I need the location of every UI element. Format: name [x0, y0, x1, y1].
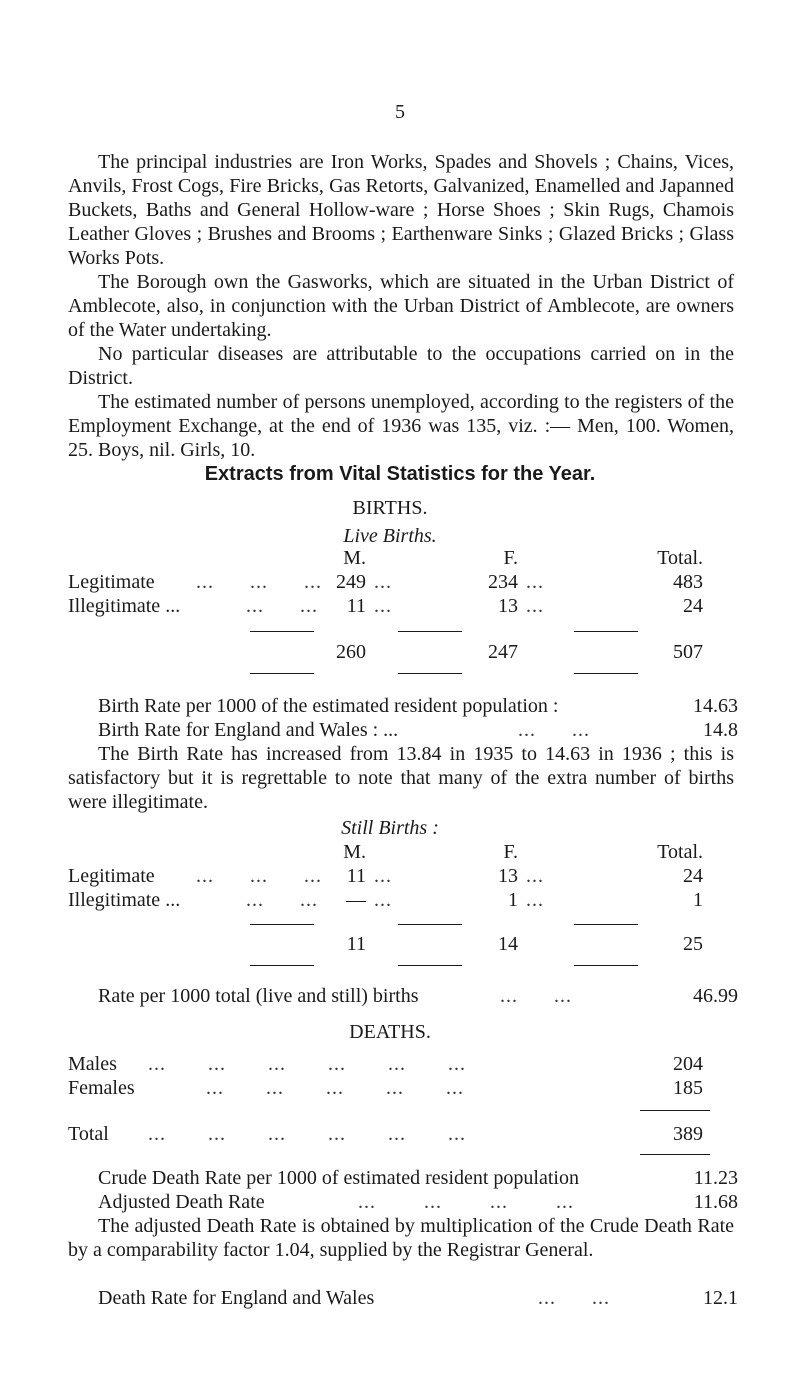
divider [250, 631, 314, 632]
still-birth-rate-value: 46.99 [693, 985, 738, 1007]
row-label: Illegitimate ... [68, 889, 181, 911]
birth-rate-comment: The Birth Rate has increased from 13.84 in 1935 to 14.63 in 1936 ; this is satisfactory but it is regrettable to note that many of the extra number of births were illegitimate. [68, 743, 734, 813]
row-label: Legitimate [68, 571, 155, 593]
total-f: 14 [498, 933, 518, 955]
live-births-header-row [68, 546, 748, 570]
cell-f: 1 [508, 889, 518, 911]
divider [250, 965, 314, 966]
cell-f: 13 [498, 595, 518, 617]
divider [574, 965, 638, 966]
table-row: Females ... ... ... ... ... 185 [68, 1077, 703, 1099]
cell-total: 24 [683, 595, 703, 617]
deaths-value: 204 [673, 1053, 703, 1075]
total-m: 260 [336, 641, 366, 663]
total-all: 507 [673, 641, 703, 663]
divider [574, 631, 638, 632]
table-row: Illegitimate ... ... ... — ... 1 ... 1 [68, 889, 703, 911]
england-death-rate-value: 12.1 [703, 1287, 738, 1309]
divider [640, 1110, 710, 1111]
cell-m: 249 [336, 571, 366, 593]
cell-f: 13 [498, 865, 518, 887]
cell-total: 1 [693, 889, 703, 911]
crude-death-rate-label: Crude Death Rate per 1000 of estimated resident population [98, 1167, 579, 1189]
england-death-rate-line: Death Rate for England and Wales ... ... 12.1 [98, 1287, 738, 1309]
total-f: 247 [488, 641, 518, 663]
still-birth-rate-label: Rate per 1000 total (live and still) births [98, 985, 419, 1007]
still-births-header-row [68, 840, 748, 864]
divider [640, 1154, 710, 1155]
row-label: Females [68, 1077, 135, 1099]
cell-m: — [346, 889, 366, 911]
cell-total: 483 [673, 571, 703, 593]
adjusted-death-rate-line: Adjusted Death Rate ... ... ... ... 11.68 [98, 1191, 738, 1213]
column-header-m: M. [343, 547, 366, 569]
divider [574, 924, 638, 925]
birth-rate-line [98, 694, 738, 718]
england-birth-rate-value: 14.8 [703, 719, 738, 741]
paragraph-unemployed: The estimated number of persons unemployed, according to the registers of the Employment Exchange, at the end of 1936 was 135, viz. :— Men, 100. Women, 25. Boys, nil. Girls, 10. [68, 391, 734, 461]
england-death-rate-label: Death Rate for England and Wales [98, 1287, 375, 1309]
cell-m: 11 [346, 865, 366, 887]
row-label: Illegitimate ... [68, 595, 181, 617]
cell-m: 11 [346, 595, 366, 617]
divider [250, 673, 314, 674]
divider [398, 924, 462, 925]
column-header-total: Total. [657, 547, 703, 569]
deaths-heading: DEATHS. [349, 1021, 431, 1043]
live-births-heading: Live Births. [343, 525, 437, 547]
england-birth-rate-line: Birth Rate for England and Wales : ... ... ... 14.8 [98, 719, 738, 741]
divider [250, 924, 314, 925]
death-rate-comment: The adjusted Death Rate is obtained by multiplication of the Crude Death Rate by a comparability factor 1.04, supplied by the Registrar General. [68, 1215, 734, 1261]
births-heading: BIRTHS. [352, 497, 428, 519]
column-header-total: Total. [657, 841, 703, 863]
table-row: Illegitimate ... ... ... 11 ... 13 ... 24 [68, 595, 703, 617]
crude-death-rate-value: 11.23 [693, 1167, 738, 1189]
table-row: Legitimate ... ... ... 249 ... 234 ... 483 [68, 571, 703, 593]
adjusted-death-rate-label: Adjusted Death Rate [98, 1191, 265, 1213]
birth-rate-value: 14.63 [693, 695, 738, 717]
adjusted-death-rate-value: 11.68 [693, 1191, 738, 1213]
crude-death-rate-line [98, 1166, 738, 1190]
table-row: Legitimate ... ... ... 11 ... 13 ... 24 [68, 865, 703, 887]
total-m: 11 [346, 933, 366, 955]
row-label: Total [68, 1123, 109, 1145]
birth-rate-label: Birth Rate per 1000 of the estimated resident population : [98, 695, 559, 717]
paragraph-gasworks: The Borough own the Gasworks, which are situated in the Urban District of Amblecote, also, in conjunction with the Urban District of Amblecote, are owners of the Water undertaking. [68, 271, 734, 341]
totals-row [68, 932, 748, 956]
deaths-total-value: 389 [673, 1123, 703, 1145]
paragraph-diseases: No particular diseases are attributable to the occupations carried on in the District. [68, 343, 734, 389]
row-label: Males [68, 1053, 117, 1075]
column-header-f: F. [503, 841, 518, 863]
totals-row [68, 640, 748, 664]
deaths-total-row: Total ... ... ... ... ... ... 389 [68, 1123, 703, 1145]
deaths-value: 185 [673, 1077, 703, 1099]
page-number: 5 [395, 101, 405, 123]
cell-f: 234 [488, 571, 518, 593]
total-all: 25 [683, 933, 703, 955]
extracts-heading: Extracts from Vital Statistics for the Year. [204, 463, 596, 485]
divider [398, 673, 462, 674]
divider [398, 631, 462, 632]
still-birth-rate-line: Rate per 1000 total (live and still) births ... ... 46.99 [98, 985, 738, 1007]
divider [398, 965, 462, 966]
england-birth-rate-label: Birth Rate for England and Wales : ... [98, 719, 399, 741]
table-row: Males ... ... ... ... ... ... 204 [68, 1053, 703, 1075]
row-label: Legitimate [68, 865, 155, 887]
divider [574, 673, 638, 674]
cell-total: 24 [683, 865, 703, 887]
still-births-heading: Still Births : [341, 817, 439, 839]
column-header-f: F. [503, 547, 518, 569]
paragraph-industries: The principal industries are Iron Works, Spades and Shovels ; Chains, Vices, Anvils, Frost Cogs, Fire Bricks, Gas Retorts, Galvanized, Enamelled and Japanned Buckets, Baths and General Hollow-ware ; Horse Shoes ; Skin Rugs, Chamois Leather Gloves ; Brushes and Brooms ; Earthenware Sinks ; Glazed Bricks ; Glass Works Pots. [68, 151, 734, 269]
column-header-m: M. [343, 841, 366, 863]
